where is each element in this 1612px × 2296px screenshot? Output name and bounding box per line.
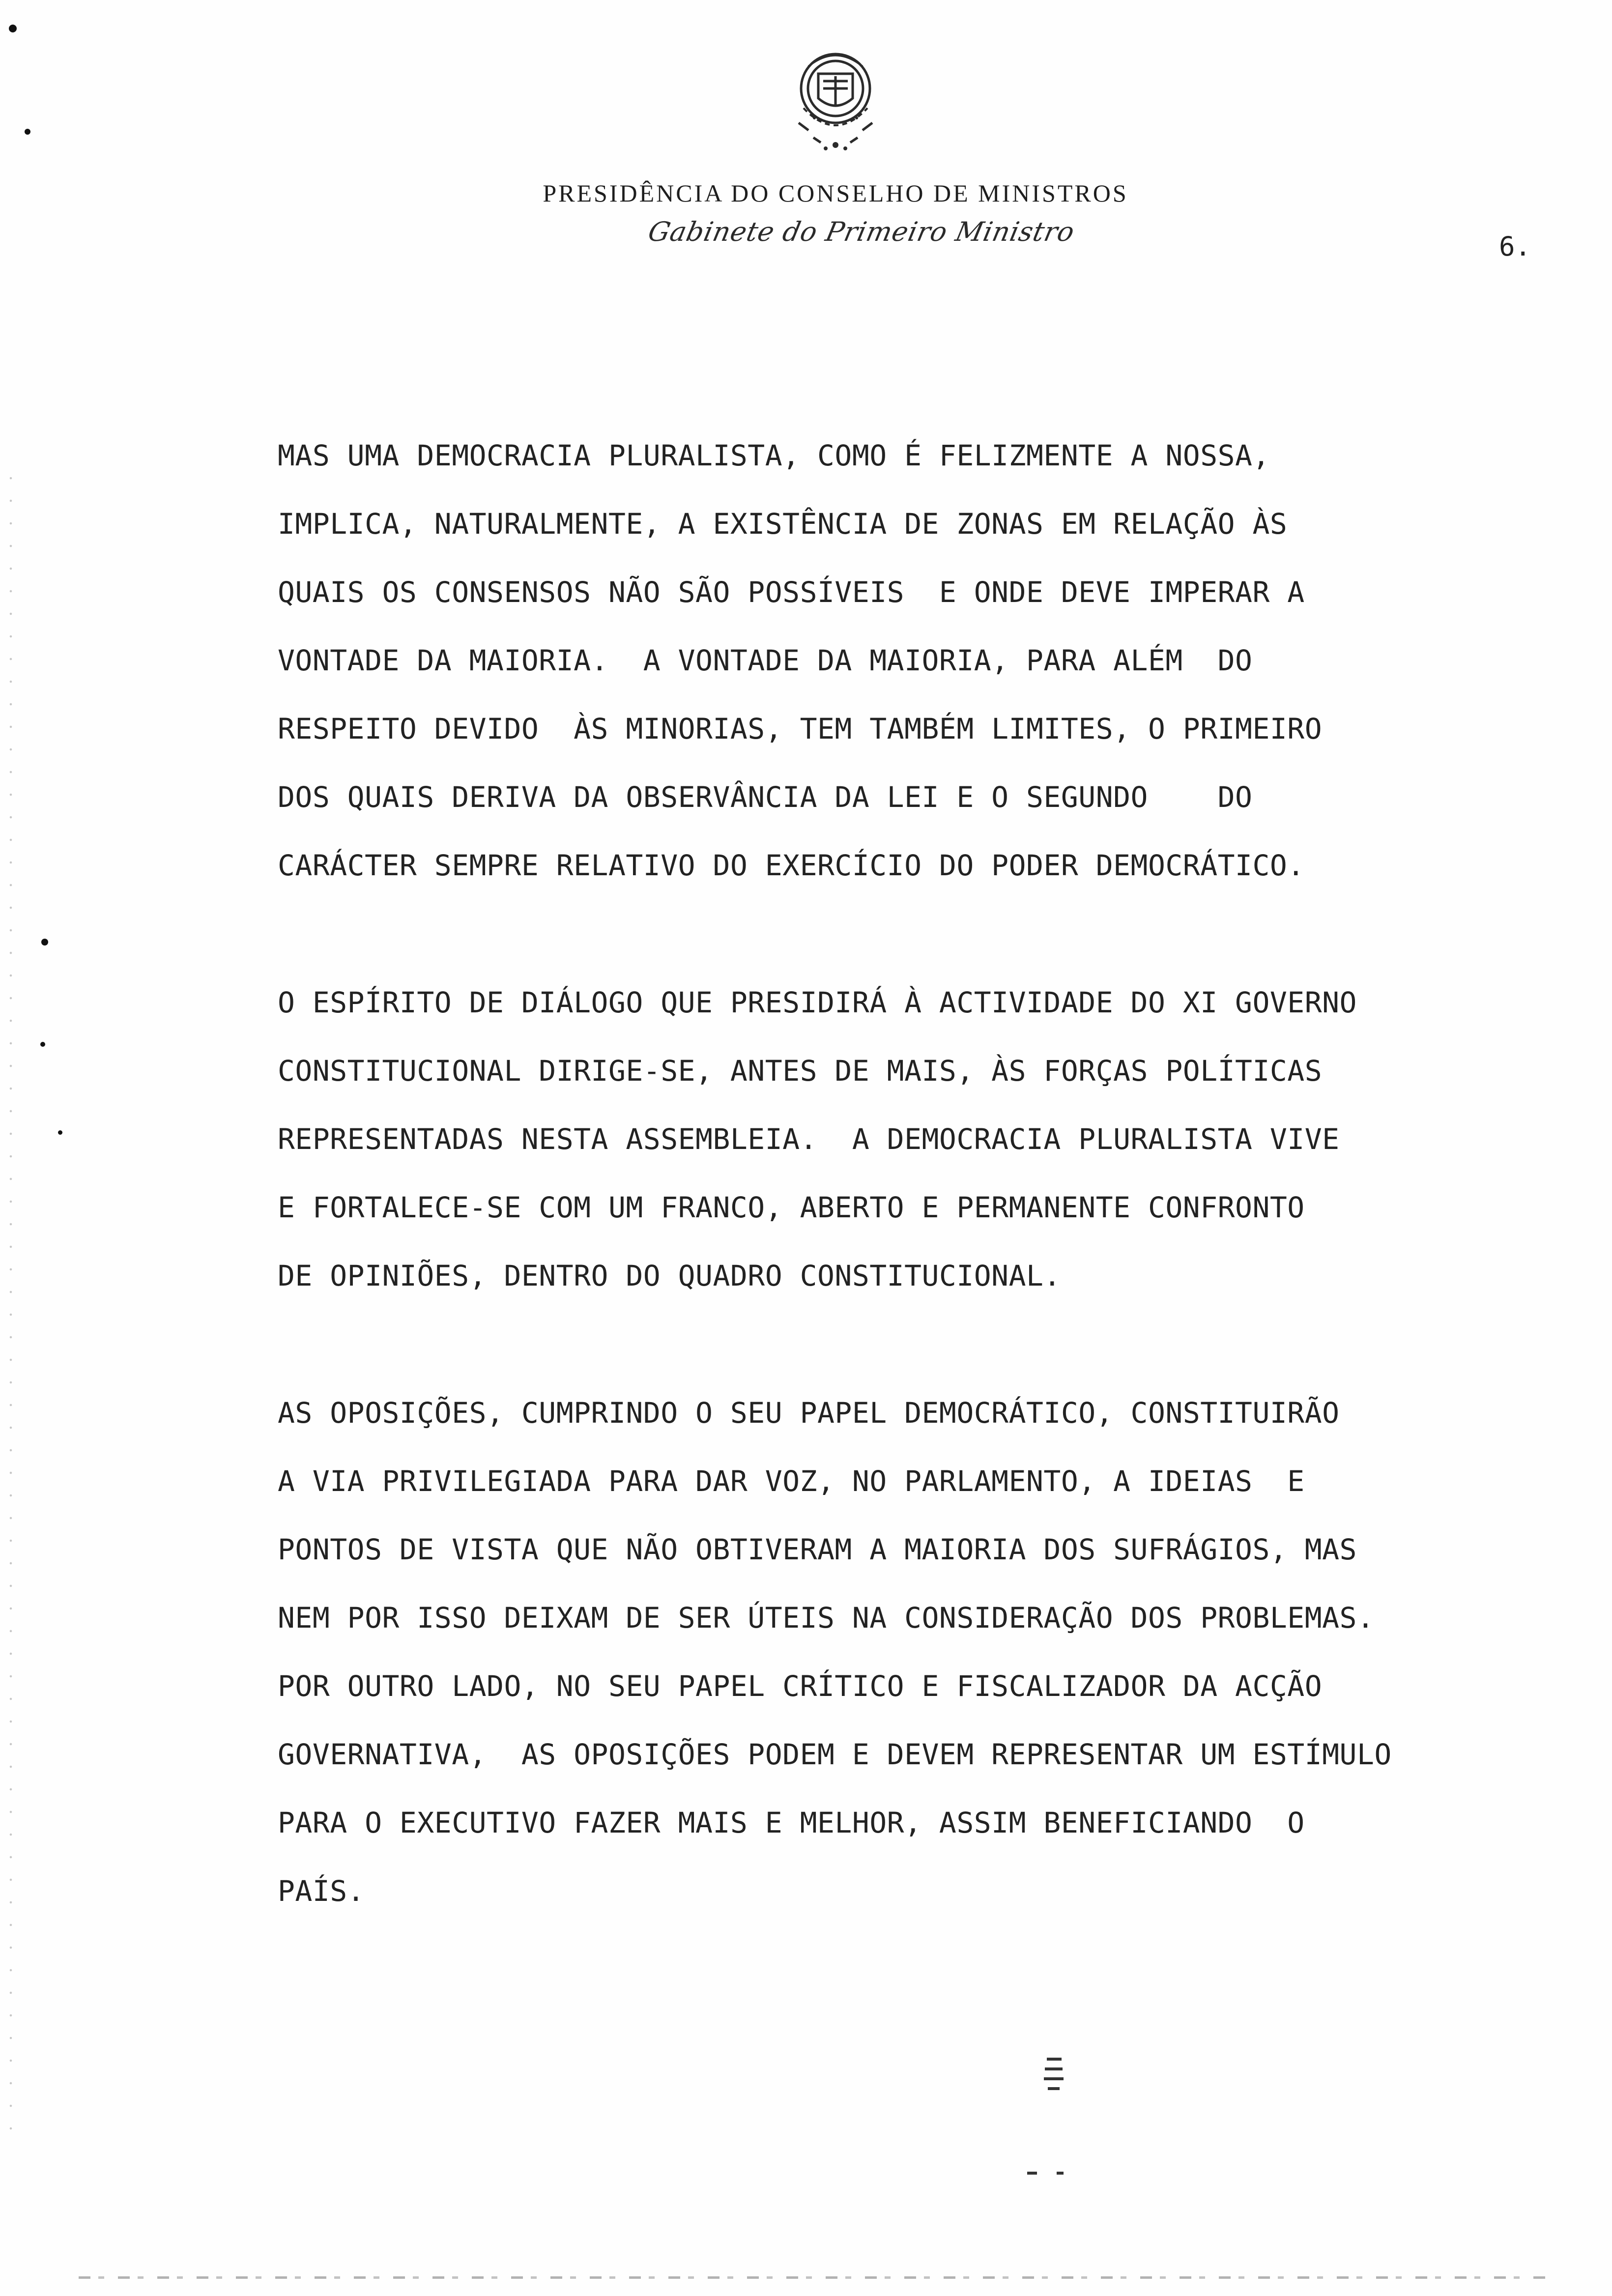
scan-speck [25, 129, 30, 135]
letterhead [491, 39, 1180, 207]
scan-edge-noise [9, 467, 13, 2138]
text-line: DE OPINIÕES, DENTRO DO QUADRO CONSTITUCIONAL. [278, 1259, 1061, 1292]
text-line: PARA O EXECUTIVO FAZER MAIS E MELHOR, ASSIM BENEFICIANDO O [278, 1806, 1305, 1839]
text-line: NEM POR ISSO DEIXAM DE SER ÚTEIS NA CONSIDERAÇÃO DOS PROBLEMAS. [278, 1601, 1375, 1635]
tally-mark-icon [1012, 2054, 1071, 2182]
text-line: GOVERNATIVA, AS OPOSIÇÕES PODEM E DEVEM REPRESENTAR UM ESTÍMULO [278, 1738, 1392, 1771]
text-line: PONTOS DE VISTA QUE NÃO OBTIVERAM A MAIORIA DOS SUFRÁGIOS, MAS [278, 1533, 1357, 1566]
text-line: QUAIS OS CONSENSOS NÃO SÃO POSSÍVEIS E ONDE DEVE IMPERAR A [278, 575, 1305, 609]
institution-name: PRESIDÊNCIA DO CONSELHO DE MINISTROS [543, 179, 1128, 207]
text-line: E FORTALECE-SE COM UM FRANCO, ABERTO E PERMANENTE CONFRONTO [278, 1191, 1305, 1224]
page-number: 6. [1499, 231, 1531, 262]
text-line: CONSTITUCIONAL DIRIGE-SE, ANTES DE MAIS, ÀS FORÇAS POLÍTICAS [278, 1054, 1323, 1088]
text-line: POR OUTRO LADO, NO SEU PAPEL CRÍTICO E FISCALIZADOR DA ACÇÃO [278, 1669, 1323, 1703]
scan-bottom-edge [79, 2276, 1553, 2279]
scan-speck [58, 1130, 62, 1135]
scan-speck [41, 939, 48, 946]
scan-speck [9, 25, 17, 32]
text-line: VONTADE DA MAIORIA. A VONTADE DA MAIORIA, PARA ALÉM DO [278, 644, 1253, 677]
paragraph-3 [278, 1379, 1605, 1925]
text-line: AS OPOSIÇÕES, CUMPRINDO O SEU PAPEL DEMOCRÁTICO, CONSTITUIRÃO [278, 1396, 1340, 1430]
text-line: MAS UMA DEMOCRACIA PLURALISTA, COMO É FELIZMENTE A NOSSA, [278, 439, 1270, 472]
coat-of-arms-icon [779, 39, 892, 157]
text-line: O ESPÍRITO DE DIÁLOGO QUE PRESIDIRÁ À ACTIVIDADE DO XI GOVERNO [278, 986, 1357, 1019]
text-line: CARÁCTER SEMPRE RELATIVO DO EXERCÍCIO DO PODER DEMOCRÁTICO. [278, 849, 1305, 882]
text-line: A VIA PRIVILEGIADA PARA DAR VOZ, NO PARLAMENTO, A IDEIAS E [278, 1464, 1305, 1498]
scan-mark [1012, 2054, 1071, 2188]
paragraph-1 [278, 422, 1605, 900]
text-line: REPRESENTADAS NESTA ASSEMBLEIA. A DEMOCRACIA PLURALISTA VIVE [278, 1122, 1340, 1156]
paragraph-2 [278, 969, 1605, 1310]
office-handwritten-line: Gabinete do Primeiro Ministro [645, 216, 1078, 247]
text-line: RESPEITO DEVIDO ÀS MINORIAS, TEM TAMBÉM LIMITES, O PRIMEIRO [278, 712, 1323, 746]
text-line: DOS QUAIS DERIVA DA OBSERVÂNCIA DA LEI E O SEGUNDO DO [278, 780, 1253, 814]
scan-speck [40, 1042, 45, 1047]
text-line: IMPLICA, NATURALMENTE, A EXISTÊNCIA DE ZONAS EM RELAÇÃO ÀS [278, 507, 1288, 541]
text-line: PAÍS. [278, 1874, 365, 1908]
body-text [278, 422, 1605, 1994]
